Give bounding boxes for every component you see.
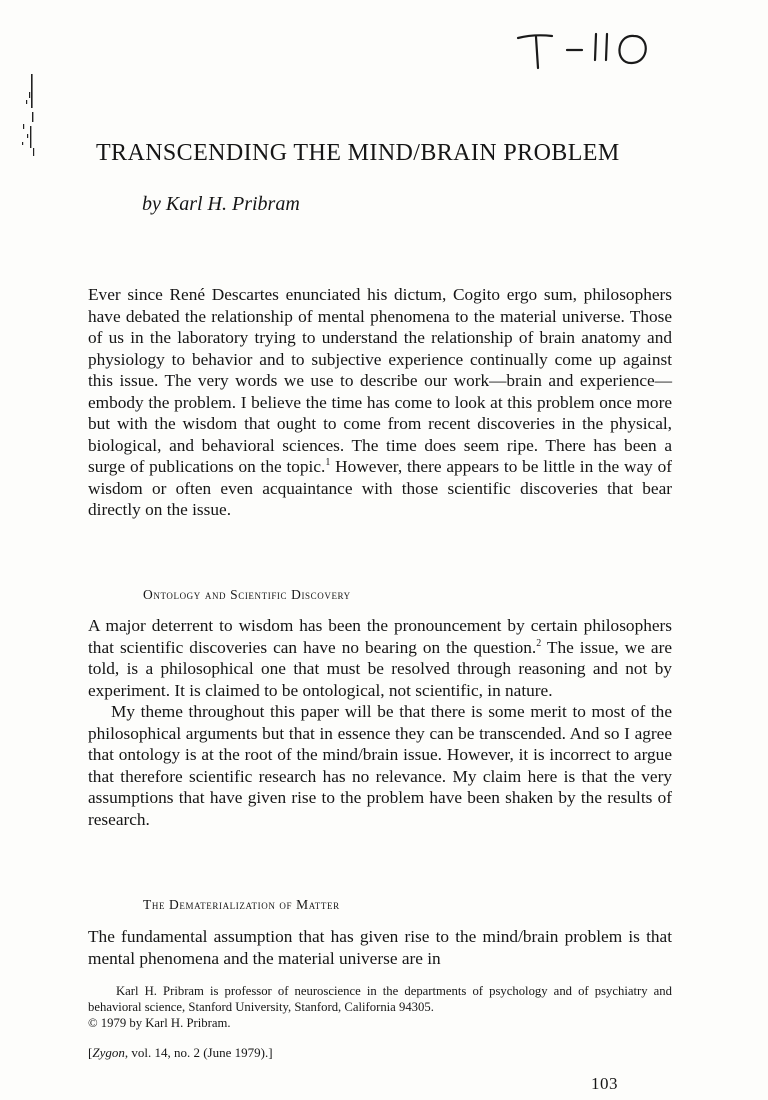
article-title: TRANSCENDING THE MIND/BRAIN PROBLEM bbox=[96, 140, 620, 166]
citation-journal: Zygon bbox=[92, 1045, 125, 1060]
paragraph-text: However, there appears to be little in the way of wisdom or often even acquaintance with those scientific discoveries that bear directly on the issue. bbox=[88, 457, 672, 519]
citation-details: , vol. 14, no. 2 (June 1979).] bbox=[124, 1045, 273, 1060]
handwritten-annotation-drawing bbox=[512, 14, 662, 72]
paragraph-text: Ever since René Descartes enunciated his dictum, Cogito ergo sum, philosophers have debated the relationship of mental phenomena to the material universe. Those of us in the laboratory trying to understand the relationship of brain anatomy and physiology to behavior and to subjective experience continually come up against this issue. The very words we use to describe our work—brain and experience—embody the problem. I believe the time has come to look at this problem once more but with the wisdom that ought to come from recent discoveries in the physical, biological, and behavioral sciences. The time does seem ripe. There has been a surge of publications on the topic. bbox=[88, 285, 672, 476]
journal-citation bbox=[88, 1045, 273, 1061]
paragraph-text: The issue, we are told, is a philosophical one that must be resolved through reasoning and not by experiment. It is claimed to be ontological, not scientific, in nature. bbox=[88, 637, 672, 700]
margin-marks-drawing bbox=[18, 72, 40, 162]
author-byline: by Karl H. Pribram bbox=[142, 193, 300, 215]
paragraph: My theme throughout this paper will be that there is some merit to most of the philosophical arguments but that in essence they can be transcended. And so I agree that ontology is at the root of the mind/brain issue. However, it is incorrect to argue that therefore scientific research has no relevance. My claim here is that the very assumptions that have given rise to the problem have been shaken by the results of research. bbox=[88, 702, 672, 829]
paragraph bbox=[88, 284, 672, 521]
footnote-affiliation: Karl H. Pribram is professor of neuroscience in the departments of psychology and of psychiatry and behavioral science, Stanford University, Stanford, California 94305. bbox=[88, 984, 672, 1014]
page-number: 103 bbox=[591, 1074, 618, 1093]
paragraph: The fundamental assumption that has given rise to the mind/brain problem is that mental phenomena and the material universe are in bbox=[88, 927, 672, 968]
intro-section bbox=[88, 284, 672, 521]
section-body bbox=[88, 615, 672, 830]
section-body bbox=[88, 926, 672, 969]
margin-marks bbox=[18, 72, 40, 162]
footnote-ref: 1 bbox=[325, 457, 331, 469]
footnote-copyright: © 1979 by Karl H. Pribram. bbox=[88, 1016, 231, 1030]
paragraph bbox=[88, 615, 672, 701]
section-heading: Ontology and Scientific Discovery bbox=[143, 587, 351, 602]
handwritten-annotation bbox=[512, 14, 662, 72]
section-heading: The Dematerialization of Matter bbox=[143, 897, 340, 912]
paragraph-text: A major deterrent to wisdom has been the pronouncement by certain philosophers that scientific discoveries can have no bearing on the question. bbox=[88, 616, 672, 657]
author-footnote bbox=[88, 983, 672, 1031]
footnote-ref: 2 bbox=[536, 637, 542, 649]
citation-open: [ bbox=[88, 1045, 93, 1060]
